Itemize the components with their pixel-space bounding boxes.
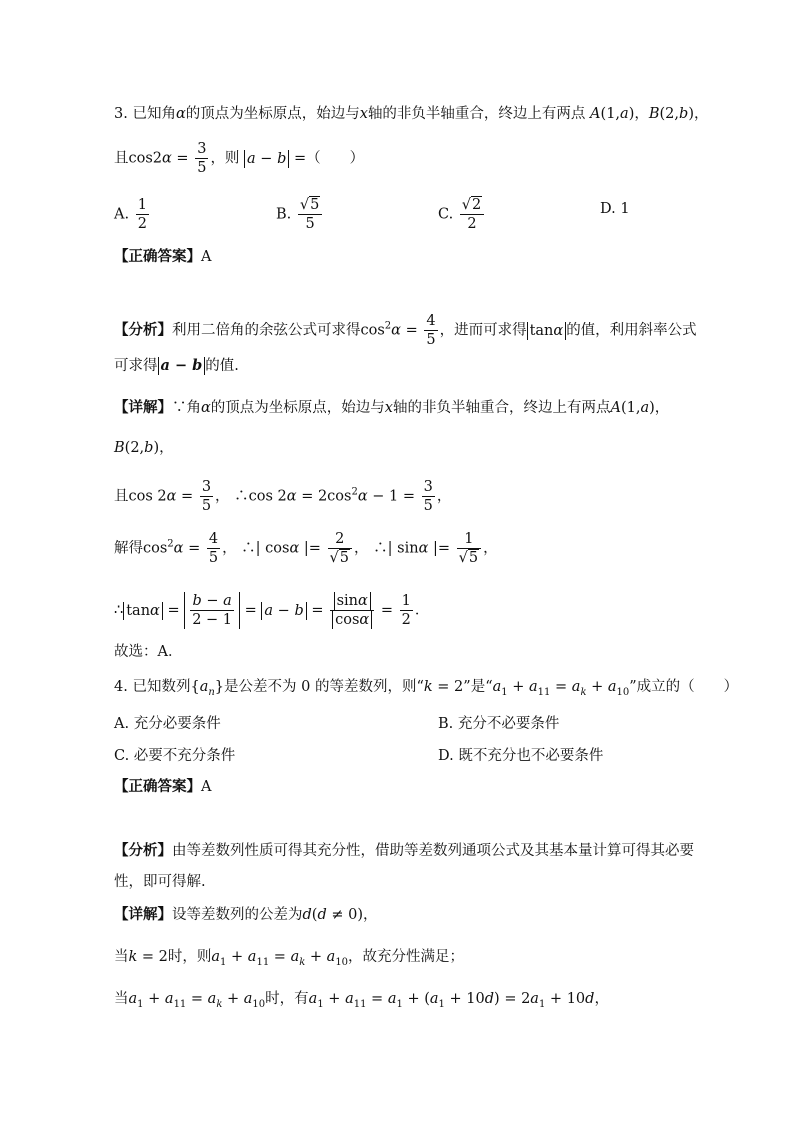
q3-stem-line2: 且cos2α = $\frac{3}{5}$ ，则 a − b =（ ） <box>114 141 365 176</box>
fraction: $\frac{\sin\alpha}{\cos\alpha}$ <box>330 592 374 629</box>
answer-value: A <box>201 779 212 795</box>
q4-detail-line3: 当$a_1 + a_{11} = a_k + a_{10}$时，有$a_1 + a_{11} = a_1 + (a_1 + 10d) = 2a_1 + 10d$， <box>114 991 609 1010</box>
analysis-label: 【分析】 <box>114 321 172 339</box>
q3-detail-line3: 且cos 2α = $\frac{3}{5}$ ， ∴cos $2\alpha = 2\cos^2\alpha - 1$ = $\frac{3}{5}$ ， <box>114 479 452 514</box>
option-text: 既不充分也不必要条件 <box>458 748 604 764</box>
fraction: $\frac{b - a}{2 - 1}$ <box>192 593 233 628</box>
q4-detail-line2: 当k = 2时，则$a_1 + a_{11} = a_k + a_{10}$，故充分性满足； <box>114 949 465 968</box>
q3-analysis-line2: 可求得 a − b 的值. <box>114 357 239 374</box>
option-letter: A. <box>114 716 130 732</box>
q3-detail-line4: 解得$\cos^2\alpha$ = $\frac{4}{5}$ ， ∴| cosα |= $\frac{2}{√5}$ ， ∴| sinα |= $\frac{1}{√5}$ ， <box>114 531 498 566</box>
analysis-text: 的值. <box>205 358 239 374</box>
detail-text: ，故充分性满足； <box>348 949 465 965</box>
detail-text: 时，有 <box>265 991 309 1007</box>
analysis-text: 由等差数列性质可得其充分性，借助等差数列通项公式及其基本量计算可得其必要 <box>172 843 694 859</box>
option-letter: D. <box>600 201 616 217</box>
q3-stem-text: （ ） <box>306 150 365 167</box>
option-letter: A. <box>114 206 130 223</box>
q3-detail-line2: B(2,b)， <box>114 440 174 456</box>
q3-detail-line1: 【详解】∵角α的顶点为坐标原点，始边与x轴的非负半轴重合，终边上有两点A(1,a)， <box>114 399 670 416</box>
detail-text: 设等差数列的公差为 <box>172 907 303 923</box>
q4-stem-text: ”是“ <box>463 679 493 695</box>
analysis-label: 【分析】 <box>114 842 172 859</box>
option-text: 充分必要条件 <box>133 716 221 732</box>
q3-answer <box>114 246 211 268</box>
detail-text: ∵角 <box>172 400 201 416</box>
q3-stem-line1: 3. 已知角α的顶点为坐标原点，始边与x轴的非负半轴重合，终边上有两点 A(1,a)，B(2,b)， <box>114 106 709 122</box>
q3-option-c[interactable] <box>438 196 486 233</box>
detail-text: 当 <box>114 991 129 1007</box>
answer-label: 【正确答案】 <box>114 248 201 265</box>
analysis-text: 性，即可得解. <box>114 874 206 890</box>
fraction: $\frac{4}{5}$ <box>426 313 436 348</box>
detail-label: 【详解】 <box>114 399 172 416</box>
analysis-text: 利用二倍角的余弦公式可求得 <box>172 322 361 339</box>
q3-stem-text: ，则 <box>210 150 240 167</box>
conclusion-text: 故选：A． <box>114 644 183 660</box>
q4-option-c[interactable] <box>114 745 235 767</box>
detail-text: 时，则 <box>167 949 212 965</box>
fraction: $\frac{3}{5}$ <box>197 141 207 176</box>
option-text: 1 <box>620 201 630 217</box>
q4-analysis-line2 <box>114 871 206 893</box>
answer-value: A <box>201 249 212 265</box>
analysis-text: 的值，利用斜率公式 <box>566 322 697 339</box>
fraction: $\frac{2}{√5}$ <box>328 530 352 567</box>
fraction: $\frac{3}{5}$ <box>423 479 433 514</box>
fraction: $\frac{4}{5}$ <box>208 531 219 566</box>
fraction: $\frac{3}{5}$ <box>201 479 212 514</box>
q4-option-a[interactable] <box>114 713 221 735</box>
option-letter: B. <box>438 716 454 732</box>
option-letter: D. <box>438 748 454 764</box>
q3-stem-text: 且 <box>114 150 129 167</box>
detail-text: 轴的非负半轴重合，终边上有两点 <box>392 400 611 416</box>
fraction: $\frac{√5}{5}$ <box>298 196 322 233</box>
q3-number: 3. <box>114 106 128 122</box>
q3-conclusion <box>114 641 182 663</box>
q4-stem: 4. 已知数列$\{a_n\}$是公差不为 0 的等差数列，则“k = 2”是“$a_1 + a_{11} = a_k + a_{10}$”成立的（ ） <box>114 679 739 698</box>
option-text: 充分不必要条件 <box>457 716 560 732</box>
fraction: $\frac{1}{2}$ <box>401 593 411 628</box>
q3-option-d[interactable] <box>600 198 630 220</box>
q4-stem-text: ”成立的（ ） <box>629 679 739 695</box>
q3-option-a[interactable] <box>114 196 151 233</box>
q4-detail-line1: 【详解】设等差数列的公差为d(d ≠ 0)， <box>114 906 378 923</box>
option-letter: C. <box>438 206 454 223</box>
answer-label: 【正确答案】 <box>114 778 201 795</box>
option-letter: B. <box>276 206 292 223</box>
q3-stem-text: 已知角 <box>132 106 176 122</box>
q4-answer <box>114 776 211 798</box>
detail-text: 解得 <box>114 540 143 557</box>
analysis-text: ，进而可求得 <box>439 322 527 339</box>
fraction: $\frac{1}{√5}$ <box>457 530 481 567</box>
q4-stem-text: 是公差不为 0 的等差数列，则“ <box>224 679 424 695</box>
q3-stem-text: 轴的非负半轴重合，终边上有两点 <box>367 106 586 122</box>
q4-analysis-line1 <box>114 840 694 862</box>
q4-number: 4. <box>114 679 128 695</box>
q3-detail-line5: ∴ tanα = $\frac{b - a}{2 - 1}$ = a − b = $\frac{\sin\alpha}{\cos\alpha}$ = $\frac{1}{2}$ ． <box>114 593 430 628</box>
q3-analysis-line1: 【分析】利用二倍角的余弦公式可求得$\cos^2\alpha$ = $\frac{4}{5}$ ，进而可求得 tanα 的值，利用斜率公式 <box>114 313 697 348</box>
detail-text: 且 <box>114 488 129 505</box>
detail-label: 【详解】 <box>114 906 172 923</box>
option-text: 必要不充分条件 <box>133 748 236 764</box>
analysis-text: 可求得 <box>114 358 158 374</box>
fraction: $\frac{√2}{2}$ <box>460 196 484 233</box>
q4-option-b[interactable] <box>438 713 559 735</box>
q3-option-b[interactable] <box>276 196 324 233</box>
q4-option-d[interactable] <box>438 745 603 767</box>
q4-stem-text: 已知数列 <box>132 679 191 695</box>
option-letter: C. <box>114 748 130 764</box>
detail-text: 的顶点为坐标原点，始边与 <box>210 400 385 416</box>
fraction: $\frac{1}{2}$ <box>137 197 147 232</box>
detail-text: 当 <box>114 949 129 965</box>
q3-stem-text: 的顶点为坐标原点，始边与 <box>185 106 360 122</box>
